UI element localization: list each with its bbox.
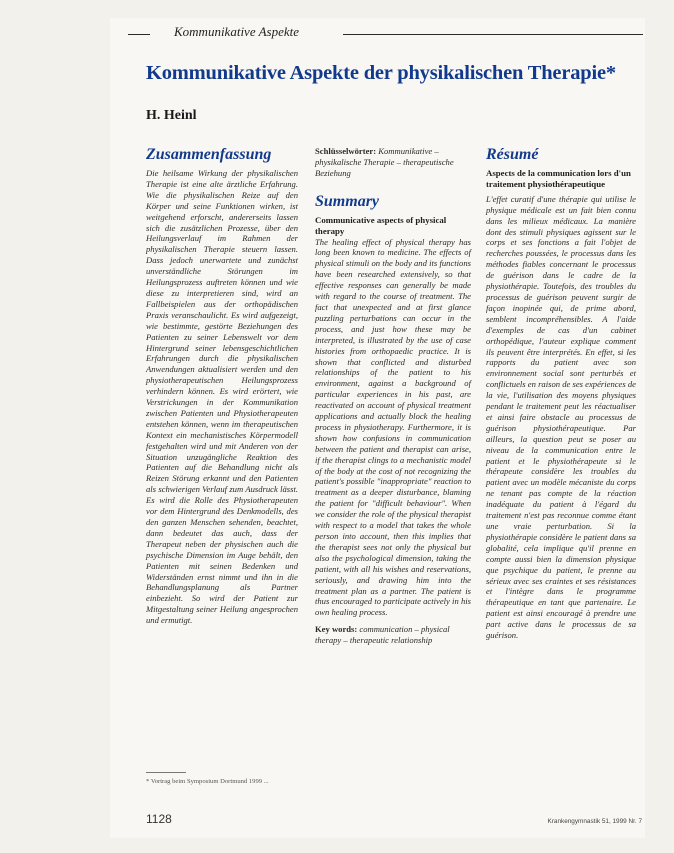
column-french <box>486 146 636 641</box>
column-english <box>315 146 471 646</box>
footnote: * Vortrag beim Symposium Dortmund 1999 ... <box>146 778 269 785</box>
resume-subtitle: Aspects de la communication lors d'un traitement physiothérapeutique <box>486 168 631 189</box>
keywords-german-text: Kommunikative – physikalische Therapie – therapeutische Beziehung <box>315 146 454 178</box>
abstract-english: The healing effect of physical therapy has long been known to medicine. The effects of physical stimuli on the body and its functions have been researched extensively, so that effective responses can generally be made with regard to the course of treatment. The fact that unexpected and at first glance puzzling perturbations can occur in the process, and just how these may be interpreted, is illustrated by the use of case histories from orthopaedic practice. It is shown that conflicted and disturbed relationships of the patient to his environment, against a background of particular experiences in his past, are reactivated on account of physical treatment applications and actually block the healing process in physiotherapy. Furthermore, it is shown how confusions in communication between the patient and therapist can arise, if the therapist clings to a mechanistic model of the body at the cost of not recognizing the patient's possible "inappropriate" reaction to treatment as a deeper disturbance, blaming the patient for "difficult behaviour". When we consider the role of the physical therapist with respect to a model that takes the whole person into account, then this implies that the therapist sees not only the physical but also the psychological dimension, taking the patient, with all his wishes and reservations, seriously, and drawing him into the treatment plan as a partner. The patient is thus encouraged to participate actively in his own healing process. <box>315 236 471 618</box>
heading-summary: Summary <box>315 192 380 210</box>
article-author: H. Heinl <box>146 108 197 123</box>
heading-zusammenfassung: Zusammenfassung <box>146 146 272 163</box>
keywords-german-label: Schlüsselwörter: <box>315 146 377 156</box>
running-header <box>128 22 643 42</box>
keywords-english <box>315 624 471 646</box>
heading-resume: Résumé <box>486 146 539 163</box>
keywords-english-text: communication – physical therapy – therapeutic relationship <box>315 624 450 646</box>
running-head-text: Kommunikative Aspekte <box>174 24 300 39</box>
footnote-rule <box>146 772 186 773</box>
header-rule-left <box>128 34 150 35</box>
summary-subtitle: Communicative aspects of physical therapy <box>315 214 447 236</box>
header-rule-right <box>343 34 643 35</box>
keywords-german <box>315 146 471 179</box>
abstract-french: L'effet curatif d'une thérapie qui utilise le physique médicale est un fait bien connu dans les milieux médicaux. La manière dont des stimuli physiques agissent sur le corps et ses fonctions a fait l'objet de recherches poussées, le processus dans les méthodes fiables concernant le processus de guérison dans le cadre de la physiothérapie. Toutefois, des troubles du processus de guérison peuvent surgir de façon inopinée qui, de prime abord, semblent incompréhensibles. A l'aide d'exemples de cas d'un cabinet orthopédique, l'auteur explique comment ils peuvent être interprétés. En effet, si les rapports du patient avec son environnement social sont perturbés et conflictuels en raison de ses expériences de la vie, l'utilisation des moyens physiques pendant le traitement peut les réactualiser et ainsi faire obstacle au processus de guérison physiothérapeutique. Par ailleurs, la question peut se poser au niveau de la communication entre le patient et le physiothérapeute si le thérapeute considère les troubles du patient avec un modèle mécaniste du corps ne tenant pas compte de la réaction inadéquate du patient à l'égard du traitement n'est pas reconnue comme étant une vraie perturbation. Si la physiothérapie considère le patient dans sa globalité, cela implique qu'il prenne en compte aussi bien la dimension physique que psychique du patient, le prenne au sérieux avec ses craintes et ses résistances et l'intègre dans le programme thérapeutique en tant que partenaire. Le patient est ainsi encouragé à prendre une part active dans le processus de sa guérison. <box>486 193 636 641</box>
keywords-english-label: Key words: <box>315 624 358 635</box>
page-number: 1128 <box>146 812 172 826</box>
column-german <box>146 146 298 626</box>
article-title: Kommunikative Aspekte der physikalischen Therapie* <box>146 62 616 84</box>
journal-reference: Krankengymnastik 51, 1999 Nr. 7 <box>547 818 642 825</box>
abstract-german: Die heilsame Wirkung der physikalischen Therapie ist eine alte ärztliche Erfahrung. Wie die physikalischen Reize auf den Körper und seine Funktionen wirken, ist weitgehend erforscht, andererseits lassen sich die zusätzlichen Prozesse, über den Heilungsverlauf im Rahmen der physikalischen Therapie steuern lassen. Dass jedoch unerwartete und zunächst unverständliche Störungen im Heilungsprozess auftreten können und wie diese zu interpretieren sind, wird an Fallbeispielen aus der orthopädischen Praxis veranschaulicht. Es wird aufgezeigt, wie bestimmte, gestörte Beziehungen des Patienten zu seiner Lebenswelt vor dem Hintergrund seiner lebensgeschichtlichen Erfahrungen durch die physikalischen Anwendungen aktualisiert werden und den physiotherapeutischen Heilungsprozess verhindern können. Es wird erörtert, wie Verstrickungen in der Kommunikation zwischen Patienten und Physiotherapeuten entstehen können, wenn im therapeutischen Kontext ein mechanistisches Körpermodell festgehalten wird und mit Anderen von der Situation unzugängliche Reaktion des Patienten auf die Behandlung nicht als Reizen Störung erkannt und den Patienten als schwierigen Verlauf zum Ausdruck lässt. Es wird die Rolle des Physiotherapeuten vor dem Hintergrund des Denkmodells, des den ganzen Menschen sehenden, beachtet, dann bedeutet das auch, dass der Therapeut neben der physischen auch die psychische Dimension im Auge behält, den Patienten mit seinen Bedenken und Widerständen ernst nimmt und ihn in die Behandlungsplanung als Partner einbezieht. So wird der Patient zur Mitgestaltung seiner Heilung angesprochen und ermutigt. <box>146 168 298 626</box>
